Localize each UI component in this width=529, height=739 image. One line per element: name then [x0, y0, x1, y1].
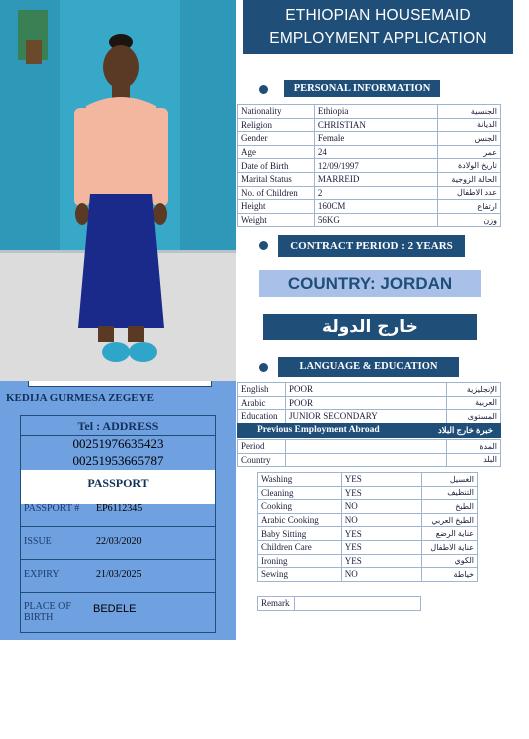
row-label: Arabic: [238, 396, 286, 410]
previous-employment-title-ar: خبرة خارج البلاد: [437, 425, 493, 435]
row-label: Period: [238, 440, 286, 454]
previous-employment-title: Previous Employment Abroad: [257, 425, 380, 435]
row-value: YES: [341, 473, 421, 487]
personal-info-row: [238, 105, 501, 119]
row-value: 2: [314, 186, 437, 200]
row-label: Washing: [258, 473, 342, 487]
skills-table: [257, 472, 478, 582]
personal-info-heading: PERSONAL INFORMATION: [284, 80, 440, 97]
phone-number-1: 00251976635423: [72, 436, 164, 451]
row-label-arabic: البلد: [447, 453, 501, 467]
row-label-arabic: الديانة: [438, 118, 501, 132]
skill-row: [258, 500, 478, 514]
row-label-arabic: ارتفاع: [438, 200, 501, 214]
row-label: Date of Birth: [238, 159, 315, 173]
skill-row: [258, 473, 478, 487]
row-label-arabic: الطبخ: [422, 500, 478, 514]
row-label: No. of Children: [238, 186, 315, 200]
skill-row: [258, 568, 478, 582]
personal-info-row: [238, 145, 501, 159]
application-title: [243, 0, 513, 54]
personal-info-row: [238, 172, 501, 186]
personal-info-row: [238, 213, 501, 227]
title-line-2: EMPLOYMENT APPLICATION: [269, 30, 487, 47]
skill-row: [258, 486, 478, 500]
expiry-date-label: EXPIRY: [24, 569, 60, 580]
row-label-arabic: الحالة الزوجية: [438, 172, 501, 186]
row-label: Age: [238, 145, 315, 159]
panel-top-strip: [28, 381, 212, 387]
row-label-arabic: عناية الرضع: [422, 527, 478, 541]
personal-info-row: [238, 159, 501, 173]
row-value: CHRISTIAN: [314, 118, 437, 132]
remark-row: [257, 596, 421, 611]
row-label-arabic: الطبخ العربي: [422, 513, 478, 527]
language-education-table: [237, 382, 501, 424]
row-label: Nationality: [238, 105, 315, 119]
row-value: YES: [341, 540, 421, 554]
previous-employment-heading: [237, 423, 501, 438]
row-value: Ethiopia: [314, 105, 437, 119]
language-education-heading: LANGUAGE & EDUCATION: [278, 357, 459, 377]
applicant-name: KEDIJA GURMESA ZEGEYE: [6, 392, 154, 404]
personal-info-row: [238, 186, 501, 200]
title-line-1: ETHIOPIAN HOUSEMAID: [285, 7, 471, 24]
language-row: [238, 383, 501, 397]
place-of-birth-label: PLACE OF BIRTH: [24, 601, 71, 623]
row-value: 56KG: [314, 213, 437, 227]
row-label: Children Care: [258, 540, 342, 554]
row-label-arabic: عناية الاطفال: [422, 540, 478, 554]
issue-date-value: 22/03/2020: [96, 536, 142, 547]
row-label-arabic: الكوي: [422, 554, 478, 568]
row-label: Sewing: [258, 568, 342, 582]
previous-employment-table: [237, 439, 501, 467]
row-label-arabic: الجنسية: [438, 105, 501, 119]
row-value: JUNIOR SECONDARY: [285, 410, 446, 424]
row-label: Cooking: [258, 500, 342, 514]
row-label-arabic: المدة: [447, 440, 501, 454]
personal-info-row: [238, 132, 501, 146]
row-value: NO: [341, 568, 421, 582]
row-label-arabic: عدد الاطفال: [438, 186, 501, 200]
skill-row: [258, 513, 478, 527]
skill-row: [258, 554, 478, 568]
country-banner: COUNTRY: JORDAN: [259, 270, 481, 297]
abroad-arabic-banner: خارج الدولة: [263, 314, 477, 340]
row-label: Baby Sitting: [258, 527, 342, 541]
language-row: [238, 410, 501, 424]
phone-number-2: 00251953665787: [72, 453, 164, 468]
row-value: MARREID: [314, 172, 437, 186]
row-value: POOR: [285, 396, 446, 410]
passport-number-value: EP6112345: [96, 503, 143, 514]
place-of-birth-value: BEDELE: [93, 603, 137, 615]
applicant-photo-illustration: [0, 0, 236, 381]
remark-label: Remark: [261, 598, 290, 608]
bullet-icon: [259, 363, 268, 372]
tel-address-heading: Tel : ADDRESS: [77, 419, 159, 433]
row-value: 24: [314, 145, 437, 159]
row-label-arabic: خياطة: [422, 568, 478, 582]
personal-info-row: [238, 200, 501, 214]
row-label: Cleaning: [258, 486, 342, 500]
issue-date-label: ISSUE: [24, 536, 52, 547]
personal-info-table: [237, 104, 501, 227]
skill-row: [258, 527, 478, 541]
row-label-arabic: المستوى: [447, 410, 501, 424]
language-row: [238, 396, 501, 410]
row-value: YES: [341, 486, 421, 500]
row-label: Height: [238, 200, 315, 214]
row-value: [285, 440, 446, 454]
contact-passport-card: [20, 415, 216, 633]
row-label: Gender: [238, 132, 315, 146]
passport-heading: PASSPORT: [21, 470, 215, 504]
row-label-arabic: وزن: [438, 213, 501, 227]
row-label-arabic: الجنس: [438, 132, 501, 146]
row-label: Religion: [238, 118, 315, 132]
bullet-icon: [259, 241, 268, 250]
row-label: English: [238, 383, 286, 397]
row-value: [285, 453, 446, 467]
row-value: POOR: [285, 383, 446, 397]
expiry-date-value: 21/03/2025: [96, 569, 142, 580]
row-label: Ironing: [258, 554, 342, 568]
row-label: Education: [238, 410, 286, 424]
contract-period-heading: CONTRACT PERIOD : 2 YEARS: [278, 235, 465, 257]
skill-row: [258, 540, 478, 554]
bullet-icon: [259, 85, 268, 94]
passport-number-label: PASSPORT #: [24, 503, 80, 514]
previous-employment-row: [238, 440, 501, 454]
personal-info-row: [238, 118, 501, 132]
row-value: NO: [341, 500, 421, 514]
row-value: Female: [314, 132, 437, 146]
row-value: YES: [341, 527, 421, 541]
row-label-arabic: عمر: [438, 145, 501, 159]
applicant-details-panel: [0, 381, 236, 640]
row-value: 160CM: [314, 200, 437, 214]
row-label: Weight: [238, 213, 315, 227]
row-label: Country: [238, 453, 286, 467]
row-label-arabic: تاريخ الولادة: [438, 159, 501, 173]
row-label: Marital Status: [238, 172, 315, 186]
row-label-arabic: الغسيل: [422, 473, 478, 487]
row-label-arabic: التنظيف: [422, 486, 478, 500]
applicant-photo: [0, 0, 236, 381]
row-label-arabic: العربية: [447, 396, 501, 410]
row-value: NO: [341, 513, 421, 527]
previous-employment-row: [238, 453, 501, 467]
row-value: 12/09/1997: [314, 159, 437, 173]
row-value: YES: [341, 554, 421, 568]
row-label-arabic: الإنجليزية: [447, 383, 501, 397]
row-label: Arabic Cooking: [258, 513, 342, 527]
